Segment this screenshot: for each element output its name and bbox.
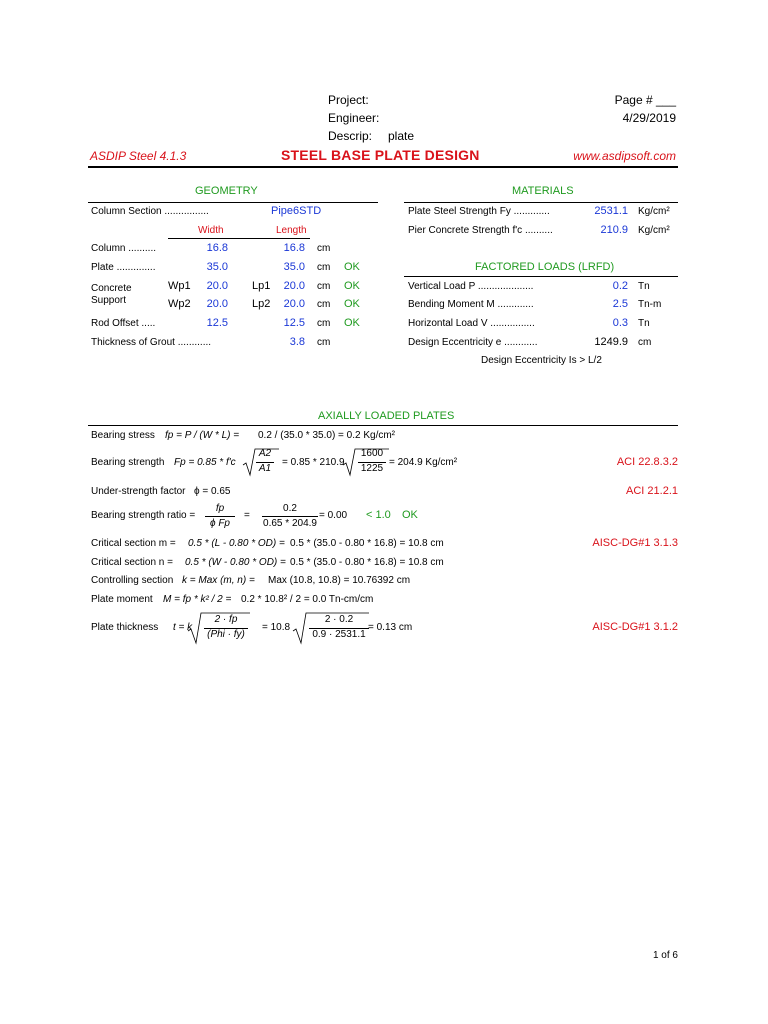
thick-result: = 0.13 cm	[368, 622, 413, 633]
axial-heading: AXIALLY LOADED PLATES	[318, 410, 455, 422]
thick-eq: = 10.8	[262, 622, 291, 633]
p-unit: Tn	[638, 281, 650, 292]
lp1-unit: cm	[317, 281, 331, 292]
eccentricity-note: Design Eccentricity Is > L/2	[481, 355, 602, 366]
geometry-divider	[88, 202, 378, 203]
bearing-stress-label: Bearing stress	[91, 430, 155, 441]
lp2-value[interactable]: 20.0	[283, 298, 305, 310]
e-value: 1249.9	[594, 336, 628, 348]
ctrl-result: Max (10.8, 10.8) = 10.76392 cm	[268, 575, 411, 586]
sqrt-a2: A2	[258, 448, 272, 459]
bearing-strength-formula: Fp = 0.85 * f'c	[174, 457, 236, 468]
ratio-value-bar	[262, 516, 318, 517]
rod-offset-ok: OK	[344, 317, 360, 329]
lp1-label: Lp1	[252, 280, 271, 292]
ratio-den-value: 0.65 * 204.9	[263, 518, 317, 529]
bearing-strength-ref: ACI 22.8.3.2	[616, 456, 678, 468]
rod-offset-width[interactable]: 12.5	[206, 317, 228, 329]
bearing-stress-formula: fp = P / (W * L) =	[165, 430, 240, 441]
lp2-label: Lp2	[252, 298, 271, 310]
sqrt-a1: A1	[258, 463, 272, 474]
m-label: Bending Moment M .............	[408, 299, 534, 310]
bearing-strength-result: = 204.9 Kg/cm²	[389, 457, 458, 468]
thick-den: (Phi · fy)	[207, 629, 245, 640]
thick-ref: AISC-DG#1 3.1.2	[592, 621, 678, 633]
plate-width[interactable]: 35.0	[206, 261, 228, 273]
app-name: ASDIP Steel 4.1.3	[90, 149, 187, 163]
grout-unit: cm	[317, 337, 331, 348]
crit-m-label: Critical section m =	[91, 538, 176, 549]
v-label: Horizontal Load V ................	[408, 318, 535, 329]
p-label: Vertical Load P ....................	[408, 281, 534, 292]
page-footer: 1 of 6	[652, 950, 678, 961]
crit-n-result: 0.5 * (35.0 - 0.80 * 16.8) = 10.8 cm	[290, 557, 444, 568]
column-length[interactable]: 16.8	[283, 242, 305, 254]
moment-label: Plate moment	[91, 594, 153, 605]
crit-n-label: Critical section n =	[91, 557, 173, 568]
ratio-result: = 0.00	[319, 510, 348, 521]
phi-value: ϕ = 0.65	[194, 486, 231, 497]
loads-divider	[404, 276, 678, 277]
m-unit: Tn-m	[638, 299, 662, 310]
crit-m-ref: AISC-DG#1 3.1.3	[592, 537, 678, 549]
thick-den-value: 0.9 · 2531.1	[312, 629, 366, 640]
descrip-value: plate	[388, 129, 415, 143]
grout-value[interactable]: 3.8	[289, 336, 305, 348]
lp1-value[interactable]: 20.0	[283, 280, 305, 292]
descrip-label: Descrip:	[328, 129, 373, 143]
ratio-num: fp	[215, 503, 225, 514]
thick-num: 2 · fp	[214, 614, 238, 625]
sqrt-1225: 1225	[360, 463, 384, 474]
column-unit: cm	[317, 243, 331, 254]
support1-ok: OK	[344, 280, 360, 292]
axial-divider	[88, 425, 678, 426]
width-length-divider	[168, 238, 310, 239]
date: 4/29/2019	[622, 111, 676, 125]
rod-offset-length[interactable]: 12.5	[283, 317, 305, 329]
title-divider	[88, 166, 678, 168]
v-value[interactable]: 0.3	[612, 317, 628, 329]
fy-value[interactable]: 2531.1	[594, 205, 628, 217]
moment-formula: M = fp * k² / 2 =	[163, 594, 232, 605]
plate-length[interactable]: 35.0	[283, 261, 305, 273]
plate-label: Plate ..............	[91, 262, 156, 273]
p-value[interactable]: 0.2	[612, 280, 628, 292]
fc-unit: Kg/cm²	[638, 225, 670, 236]
ratio-num-value: 0.2	[283, 503, 297, 514]
thick-formula: t = k	[173, 622, 193, 633]
column-section-label: Column Section ................	[91, 206, 209, 217]
ratio-bar	[205, 516, 235, 517]
ratio-ok: OK	[402, 509, 418, 521]
length-header: Length	[276, 225, 307, 236]
moment-result: 0.2 * 10.8² / 2 = 0.0 Tn-cm/cm	[241, 594, 374, 605]
fc-value[interactable]: 210.9	[600, 224, 628, 236]
materials-divider	[404, 202, 678, 203]
phi-label: Under-strength factor	[91, 486, 186, 497]
concrete-label: Concrete	[91, 283, 132, 294]
grout-label: Thickness of Grout ............	[91, 337, 212, 348]
e-label: Design Eccentricity e ............	[408, 337, 538, 348]
crit-m-result: 0.5 * (35.0 - 0.80 * 16.8) = 10.8 cm	[290, 538, 444, 549]
wp1-value[interactable]: 20.0	[206, 280, 228, 292]
geometry-heading: GEOMETRY	[195, 185, 258, 197]
support2-ok: OK	[344, 298, 360, 310]
column-label: Column ..........	[91, 243, 157, 254]
thick-label: Plate thickness	[91, 622, 159, 633]
crit-n-formula: 0.5 * (W - 0.80 * OD) =	[185, 557, 286, 568]
wp1-label: Wp1	[168, 280, 191, 292]
fy-label: Plate Steel Strength Fy .............	[408, 206, 550, 217]
crit-m-formula: 0.5 * (L - 0.80 * OD) =	[188, 538, 285, 549]
lp2-unit: cm	[317, 299, 331, 310]
ratio-limit: < 1.0	[366, 509, 391, 521]
ratio-den: ϕ Fp	[209, 518, 230, 529]
rod-offset-unit: cm	[317, 318, 331, 329]
sqrt-1600: 1600	[360, 448, 384, 459]
wp2-value[interactable]: 20.0	[206, 298, 228, 310]
ctrl-label: Controlling section	[91, 575, 174, 586]
support-label: Support	[91, 295, 127, 306]
ratio-label: Bearing strength ratio =	[91, 510, 196, 521]
materials-heading: MATERIALS	[512, 185, 574, 197]
width-header: Width	[198, 225, 224, 236]
phi-ref: ACI 21.2.1	[626, 485, 678, 497]
website-link[interactable]: www.asdipsoft.com	[573, 149, 676, 163]
page-title: STEEL BASE PLATE DESIGN	[281, 147, 480, 163]
thick-num-value: 2 · 0.2	[324, 614, 354, 625]
column-section-value[interactable]: Pipe6STD	[271, 205, 322, 217]
loads-heading: FACTORED LOADS (LRFD)	[475, 261, 615, 273]
page-number: Page # ___	[614, 93, 676, 107]
plate-ok: OK	[344, 261, 360, 273]
bearing-strength-label: Bearing strength	[91, 457, 165, 468]
v-unit: Tn	[638, 318, 650, 329]
bearing-strength-mid: = 0.85 * 210.9	[282, 457, 345, 468]
wp2-label: Wp2	[168, 298, 191, 310]
project-label: Project:	[328, 93, 369, 107]
fc-label: Pier Concrete Strength f'c ..........	[408, 225, 553, 236]
e-unit: cm	[638, 337, 652, 348]
ctrl-formula: k = Max (m, n) =	[182, 575, 255, 586]
plate-unit: cm	[317, 262, 331, 273]
m-value[interactable]: 2.5	[612, 298, 628, 310]
column-width[interactable]: 16.8	[206, 242, 228, 254]
engineer-label: Engineer:	[328, 111, 380, 125]
rod-offset-label: Rod Offset .....	[91, 318, 156, 329]
fy-unit: Kg/cm²	[638, 206, 670, 217]
bearing-stress-result: 0.2 / (35.0 * 35.0) = 0.2 Kg/cm²	[258, 430, 396, 441]
ratio-eq: =	[244, 510, 250, 521]
